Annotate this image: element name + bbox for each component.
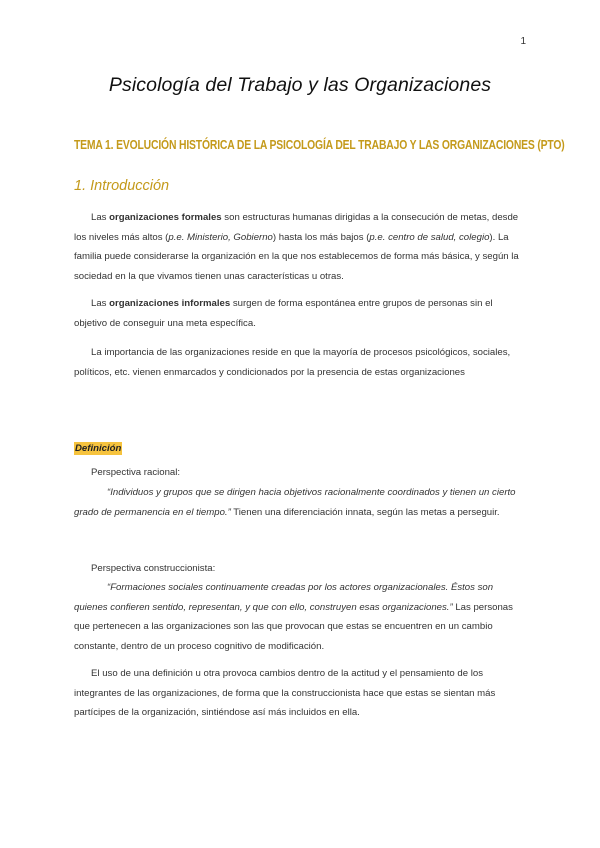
bold-term-formal: organizaciones formales xyxy=(109,212,222,223)
italic-example: p.e. Ministerio, Gobierno xyxy=(168,231,273,243)
paragraph-formal-organizations xyxy=(74,208,528,286)
text-run: Las xyxy=(91,212,110,223)
perspective-rational-quote xyxy=(74,483,528,522)
text-run: surgen de forma espontánea entre grupos de personas sin el objetivo de conseguir una meta específica. xyxy=(74,298,493,329)
text-run: Tienen una diferenciación innata, según las metas a perseguir. xyxy=(230,506,500,518)
italic-example: p.e. centro de salud, colegio xyxy=(369,231,490,243)
section-heading-introduccion: 1. Introducción xyxy=(74,178,170,194)
text-run: ). La familia puede considerarse la organización en la que nos establecemos de forma más básica, y según la sociedad en la que vivamos tienen unas características u otras. xyxy=(74,231,519,282)
paragraph-definition-usage: El uso de una definición u otra provoca cambios dentro de la actitud y el pensamiento de los integrantes de las organizaciones, de forma que la construccionista hace que estas se sientan más partícipes de la organización, sintiéndose así más incluidos en ella. xyxy=(74,668,496,718)
perspective-construccionist-label: Perspectiva construccionista: xyxy=(91,563,216,574)
text-run: son estructuras humanas dirigidas a la consecución de metas, desde los niveles más altos ( xyxy=(74,212,519,243)
page-number: 1 xyxy=(520,36,526,47)
paragraph-informal-organizations xyxy=(74,294,528,333)
definicion-heading: Definición xyxy=(75,443,122,454)
document-title: Psicología del Trabajo y las Organizaciones xyxy=(108,74,492,96)
text-run: Las personas que pertenecen a las organizaciones son las que provocan que estas se encuentren en un cambio constante, dentro de un proceso cognitivo de modificación. xyxy=(74,601,513,652)
quote-text: “Formaciones sociales continuamente creadas por los actores organizacionales. Éstos son quienes confieren sentido, representan, y que con ello, construyen esas organizaciones.” xyxy=(74,582,494,613)
perspective-construccionist-quote xyxy=(74,578,528,656)
perspective-rational-label: Perspectiva racional: xyxy=(91,467,181,478)
topic-heading: TEMA 1. EVOLUCIÓN HISTÓRICA DE LA PSICOLOGÍA DEL TRABAJO Y LAS ORGANIZACIONES (PTO) xyxy=(74,138,565,152)
text-run: ) hasta los más bajos ( xyxy=(272,231,370,243)
bold-term-informal: organizaciones informales xyxy=(109,298,231,309)
paragraph-importance: La importancia de las organizaciones reside en que la mayoría de procesos psicológicos, sociales, políticos, etc. vienen enmarcados y condicionados por la presencia de estas organizaciones xyxy=(74,347,511,378)
text-run: Las xyxy=(91,298,110,309)
quote-text: “Individuos y grupos que se dirigen hacia objetivos racionalmente coordinados y tienen un cierto grado de permanencia en el tiempo.” xyxy=(74,487,516,518)
